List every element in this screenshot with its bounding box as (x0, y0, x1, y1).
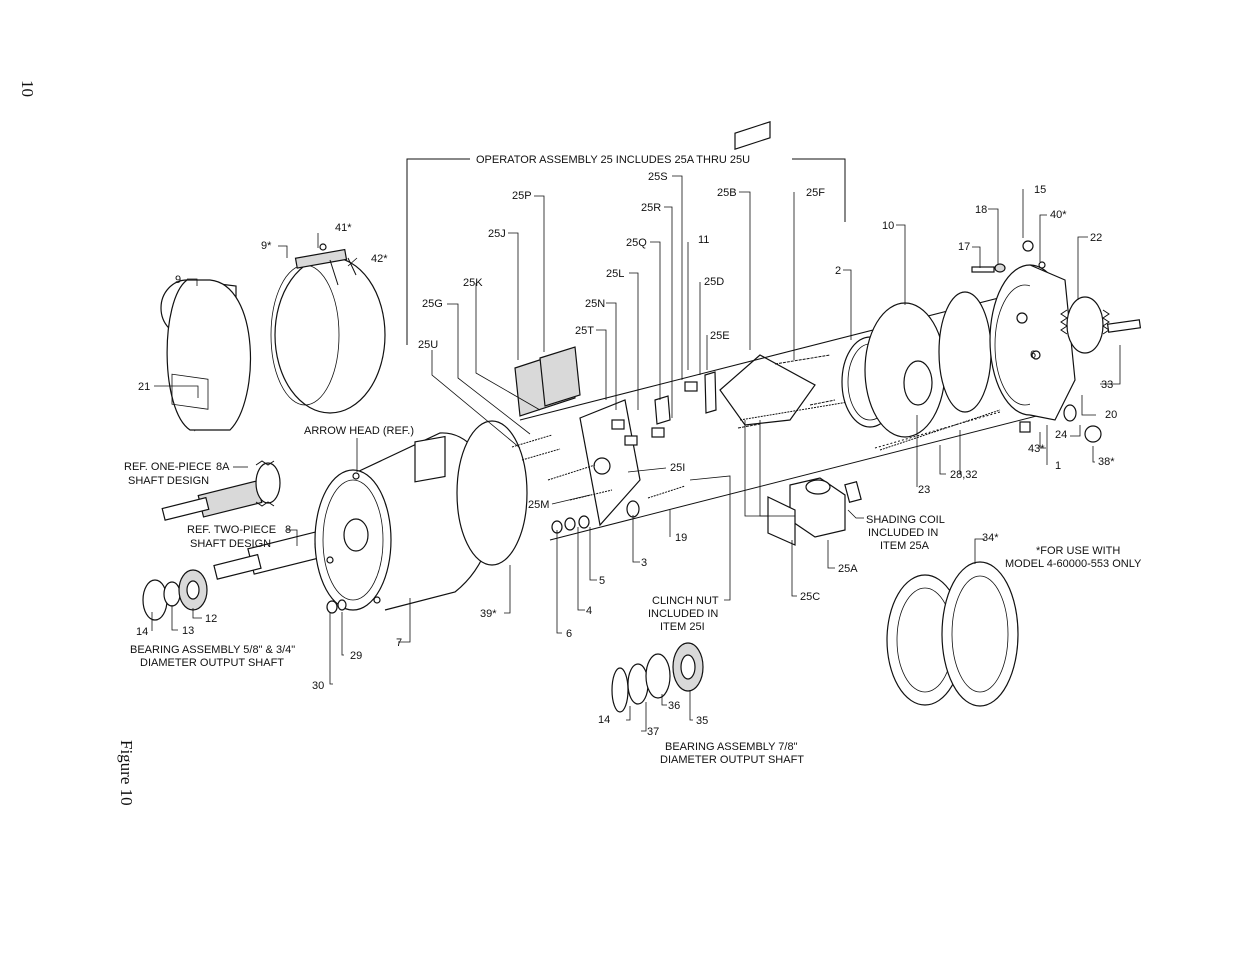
label-39: 39* (480, 608, 497, 620)
gear-22 (1061, 297, 1140, 353)
label-14: 14 (136, 626, 149, 638)
label-23: 23 (918, 484, 931, 496)
cover-band-9-star (271, 244, 385, 413)
label-20: 20 (1105, 409, 1118, 421)
cover-shield-9 (161, 280, 250, 430)
page-number: 10 (18, 80, 37, 97)
label-25R: 25R (641, 202, 662, 214)
label-25P: 25P (512, 190, 532, 202)
label-38: 38* (1098, 456, 1115, 468)
label-15: 15 (1034, 184, 1047, 196)
label-36: 36 (668, 700, 681, 712)
label-25U: 25U (418, 339, 439, 351)
note-bearing-large-line1: BEARING ASSEMBLY 7/8" (665, 741, 798, 753)
coil-25A (768, 478, 861, 545)
label-25M: 25M (528, 499, 550, 511)
figure-caption: Figure 10 (117, 740, 136, 806)
label-11: 11 (698, 234, 710, 246)
label-25D: 25D (704, 276, 725, 288)
label-33: 33 (1101, 379, 1114, 391)
note-clinch-nut-line2: INCLUDED IN (648, 608, 719, 620)
bearing-assembly-small (143, 570, 207, 620)
label-2: 2 (835, 265, 842, 277)
note-two-piece-line2: SHAFT DESIGN (190, 538, 272, 550)
label-25C: 25C (800, 591, 821, 603)
label-10: 10 (882, 220, 895, 232)
note-for-use-line2: MODEL 4-60000-553 ONLY (1005, 558, 1142, 570)
label-9-star: 9* (261, 240, 272, 252)
label-25A: 25A (838, 563, 858, 575)
label-25K: 25K (463, 277, 483, 289)
label-4: 4 (586, 605, 593, 617)
label-25N: 25N (585, 298, 606, 310)
label-25B: 25B (717, 187, 737, 199)
label-25T: 25T (575, 325, 594, 337)
gasket-39 (457, 421, 527, 565)
note-bearing-small-line2: DIAMETER OUTPUT SHAFT (140, 657, 285, 669)
label-3: 3 (641, 557, 648, 569)
note-shading-coil-line1: SHADING COIL (866, 514, 945, 526)
note-two-piece-line1: REF. TWO-PIECE (187, 524, 277, 536)
label-34: 34* (982, 532, 999, 544)
mounting-gasket-34 (887, 562, 1018, 706)
label-25G: 25G (422, 298, 443, 310)
star-disk-23 (904, 361, 932, 405)
note-shading-coil-line2: INCLUDED IN (868, 527, 939, 539)
label-28-32: 28,32 (950, 469, 978, 481)
label-13: 13 (182, 625, 195, 637)
label-41: 41* (335, 222, 352, 234)
note-clinch-nut-line3: ITEM 25I (660, 621, 705, 633)
label-37: 37 (647, 726, 660, 738)
operator-assembly-bracket (407, 154, 845, 345)
label-12: 12 (205, 613, 218, 625)
label-8A: 8A (216, 461, 230, 473)
operator-assembly-label: OPERATOR ASSEMBLY 25 INCLUDES 25A THRU 25U (476, 154, 751, 166)
note-bearing-small-line1: BEARING ASSEMBLY 5/8" & 3/4" (130, 644, 296, 656)
coil-bracket-25B (720, 122, 835, 428)
label-42: 42* (371, 253, 388, 265)
note-one-piece-line1: REF. ONE-PIECE (124, 461, 212, 473)
label-43: 43* (1028, 443, 1045, 455)
label-18: 18 (975, 204, 988, 216)
ring-10 (865, 303, 945, 437)
label-29: 29 (350, 650, 363, 662)
label-25L: 25L (606, 268, 625, 280)
label-21: 21 (138, 381, 151, 393)
label-22: 22 (1090, 232, 1103, 244)
label-30: 30 (312, 680, 325, 692)
label-9: 9 (175, 274, 182, 286)
label-25E: 25E (710, 330, 730, 342)
note-bearing-large-line2: DIAMETER OUTPUT SHAFT (660, 754, 805, 766)
note-shading-coil-line3: ITEM 25A (880, 540, 929, 552)
label-25Q: 25Q (626, 237, 647, 249)
label-35: 35 (696, 715, 709, 727)
label-24: 24 (1055, 429, 1068, 441)
ring-inner (939, 292, 991, 412)
label-1: 1 (1055, 460, 1062, 472)
label-17: 17 (958, 241, 971, 253)
note-one-piece-line2: SHAFT DESIGN (128, 475, 210, 487)
label-6b: 6 (1030, 349, 1037, 361)
label-25J: 25J (488, 228, 506, 240)
label-25I: 25I (670, 462, 686, 474)
label-19: 19 (675, 532, 688, 544)
label-5: 5 (599, 575, 606, 587)
label-25S: 25S (648, 171, 668, 183)
label-25F: 25F (806, 187, 825, 199)
label-6: 6 (566, 628, 573, 640)
note-arrow-head: ARROW HEAD (REF.) (304, 425, 414, 437)
label-14b: 14 (598, 714, 611, 726)
label-7: 7 (396, 637, 403, 649)
label-40: 40* (1050, 209, 1067, 221)
bearing-assembly-large (612, 643, 703, 712)
label-8: 8 (285, 524, 292, 536)
note-clinch-nut-line1: CLINCH NUT (652, 595, 719, 607)
note-for-use-line1: *FOR USE WITH (1036, 545, 1121, 557)
